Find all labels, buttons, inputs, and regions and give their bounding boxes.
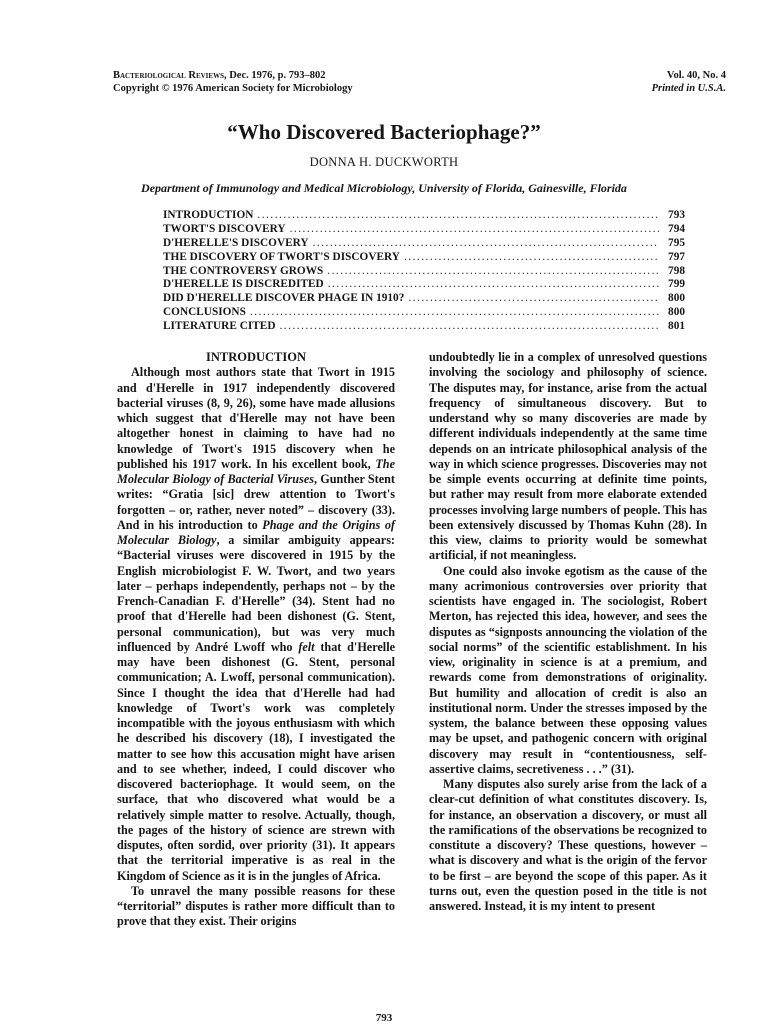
toc-leader xyxy=(279,320,659,332)
toc-leader xyxy=(328,278,659,290)
paragraph: To unravel the many possible reasons for these “territorial” disputes is rather more difficult than to prove that they exist. Their origins xyxy=(117,883,395,929)
volume-header xyxy=(652,69,726,95)
toc-page: 794 xyxy=(668,222,685,235)
toc-entry xyxy=(163,306,685,320)
toc-label: D'HERELLE IS DISCREDITED xyxy=(163,278,324,291)
left-column xyxy=(117,350,395,930)
toc-label: CONCLUSIONS xyxy=(163,306,246,319)
book-title: Phage and the Origins of Molecular Biology xyxy=(117,517,395,547)
text-run: that d'Herelle may have been dishonest (G. Stent, personal communication; A. Lwoff, personal communication). Since I thought the idea that d'Herelle had had knowledge of Twort's work was completely incompatible with the joyous enthusiasm with which he described his discovery (18), I investigated the matter to see how this accusation might have arisen and to see whether, indeed, I could discover who discovered bacteriophage. It would seem, on the surface, that who discovered what would be a relatively simple matter to resolve. Actually, though, the pages of the history of science are strewn with disputes, often sordid, over priority (31). It appears that the territorial imperative is as real in the Kingdom of Science as it is in the jungles of Africa. xyxy=(117,639,395,883)
toc-leader xyxy=(404,251,659,263)
toc-entry xyxy=(163,292,685,306)
right-column xyxy=(429,350,707,914)
toc-entry xyxy=(163,265,685,279)
journal-citation: , Dec. 1976, p. 793–802 xyxy=(223,70,326,81)
article-author: DONNA H. DUCKWORTH xyxy=(309,155,459,169)
toc-entry xyxy=(163,320,685,334)
toc-label: THE DISCOVERY OF TWORT'S DISCOVERY xyxy=(163,250,400,263)
toc-page: 800 xyxy=(668,306,685,319)
toc-page: 800 xyxy=(668,292,685,305)
toc-label: D'HERELLE'S DISCOVERY xyxy=(163,236,309,249)
emphasis: felt xyxy=(298,639,315,654)
toc-leader xyxy=(257,209,659,221)
paragraph: One could also invoke egotism as the cause of the many acrimonious controversies over priority that scientists have engaged in. The sociologist, Robert Merton, has rejected this idea, however, and sees the disputes as “signposts announcing the violation of the social norms” of the scientific establishment. In his view, originality in science is at a premium, and rewards come from demonstrations of originality. But humility and allocation of credit is also an institutional norm. Under the stresses imposed by the system, the balance between these opposing values may be upset, and pathogenic concern with original discovery may result in “contentiousness, self-assertive claims, secretiveness . . .” (31). xyxy=(429,563,707,776)
toc-page: 797 xyxy=(668,250,685,263)
toc-page: 795 xyxy=(668,236,685,249)
text-run: Although most authors state that Twort in 1915 and d'Herelle in 1917 independently discovered bacterial viruses (8, 9, 26), some have made allusions which suggest that d'Herelle may not have been altogether honest in claiming to have had no knowledge of Twort's 1915 discovery when he published his 1917 work. In his excellent book, xyxy=(117,365,395,471)
toc-page: 798 xyxy=(668,264,685,277)
toc-leader xyxy=(313,237,659,249)
copyright-line: Copyright © 1976 American Society for Microbiology xyxy=(113,83,353,94)
toc-leader xyxy=(250,306,659,318)
printed-line: Printed in U.S.A. xyxy=(651,83,726,94)
toc-page: 799 xyxy=(668,278,685,291)
toc-page: 801 xyxy=(668,320,685,333)
toc-label: INTRODUCTION xyxy=(163,209,254,221)
journal-name: Bacteriological Reviews xyxy=(113,70,224,81)
toc-leader xyxy=(327,265,659,277)
toc-label: THE CONTROVERSY GROWS xyxy=(163,264,324,277)
author-affiliation: Department of Immunology and Medical Microbiology, University of Florida, Gainesville, Florida xyxy=(141,181,627,195)
page-number: 793 xyxy=(375,1012,393,1024)
toc-leader xyxy=(408,292,659,304)
paragraph xyxy=(117,365,395,884)
toc-entry xyxy=(163,237,685,251)
text-run: , Gunther Stent writes: “Gratia [sic] drew attention to Twort's forgotten – or, rather, never noted” – discovery (33). And in his introduction to xyxy=(117,472,395,532)
article-title: “Who Discovered Bacteriophage?” xyxy=(227,120,541,144)
paragraph: Many disputes also surely arise from the lack of a clear-cut definition of what constitutes discovery. Is, for instance, an observation a discovery, or must all the ramifications of the observations be recognized to constitute a discovery? These questions, however – what is discovery and what is the origin of the fervor to be first – are beyond the scope of this paper. As it turns out, even the question posed in the title is not answered. Instead, it is my intent to present xyxy=(429,777,707,913)
table-of-contents xyxy=(163,209,685,334)
toc-label: TWORT'S DISCOVERY xyxy=(163,222,286,235)
section-heading: INTRODUCTION xyxy=(205,350,306,364)
text-run: , a similar ambiguity appears: “Bacterial viruses were discovered in 1915 by the English microbiologist F. W. Twort, and two years later – perhaps independently, perhaps not – by the French-Canadian F. d'Herelle” (34). Stent had no proof that d'Herelle had been dishonest (G. Stent, personal communication), but was very much influenced by André Lwoff who xyxy=(117,533,395,654)
toc-label: LITERATURE CITED xyxy=(163,320,276,333)
toc-entry xyxy=(163,278,685,292)
toc-entry xyxy=(163,251,685,265)
toc-entry xyxy=(163,223,685,237)
toc-entry xyxy=(163,209,685,223)
toc-page: 793 xyxy=(668,209,685,221)
toc-leader xyxy=(290,223,659,235)
toc-label: DID D'HERELLE DISCOVER PHAGE IN 1910? xyxy=(163,292,405,305)
journal-header xyxy=(113,69,353,95)
book-title: The Molecular Biology of Bacterial Viruses xyxy=(117,456,395,486)
paragraph: undoubtedly lie in a complex of unresolved questions involving the sociology and philosophy of science. The disputes may, for instance, arise from the actual frequency of simultaneous discovery. But to understand why so many discoveries are made by different individuals independently at the same time depends on an intricate philosophical analysis of the way in which science progresses. Discoveries may not be simple events occurring at definite time points, but rather may result from more elaborate extended processes involving large numbers of people. This has been extensively discussed by Thomas Kuhn (28). In this view, claims to priority would be somewhat artificial, if not meaningless. xyxy=(429,350,707,563)
volume-number: Vol. 40, No. 4 xyxy=(666,70,726,81)
